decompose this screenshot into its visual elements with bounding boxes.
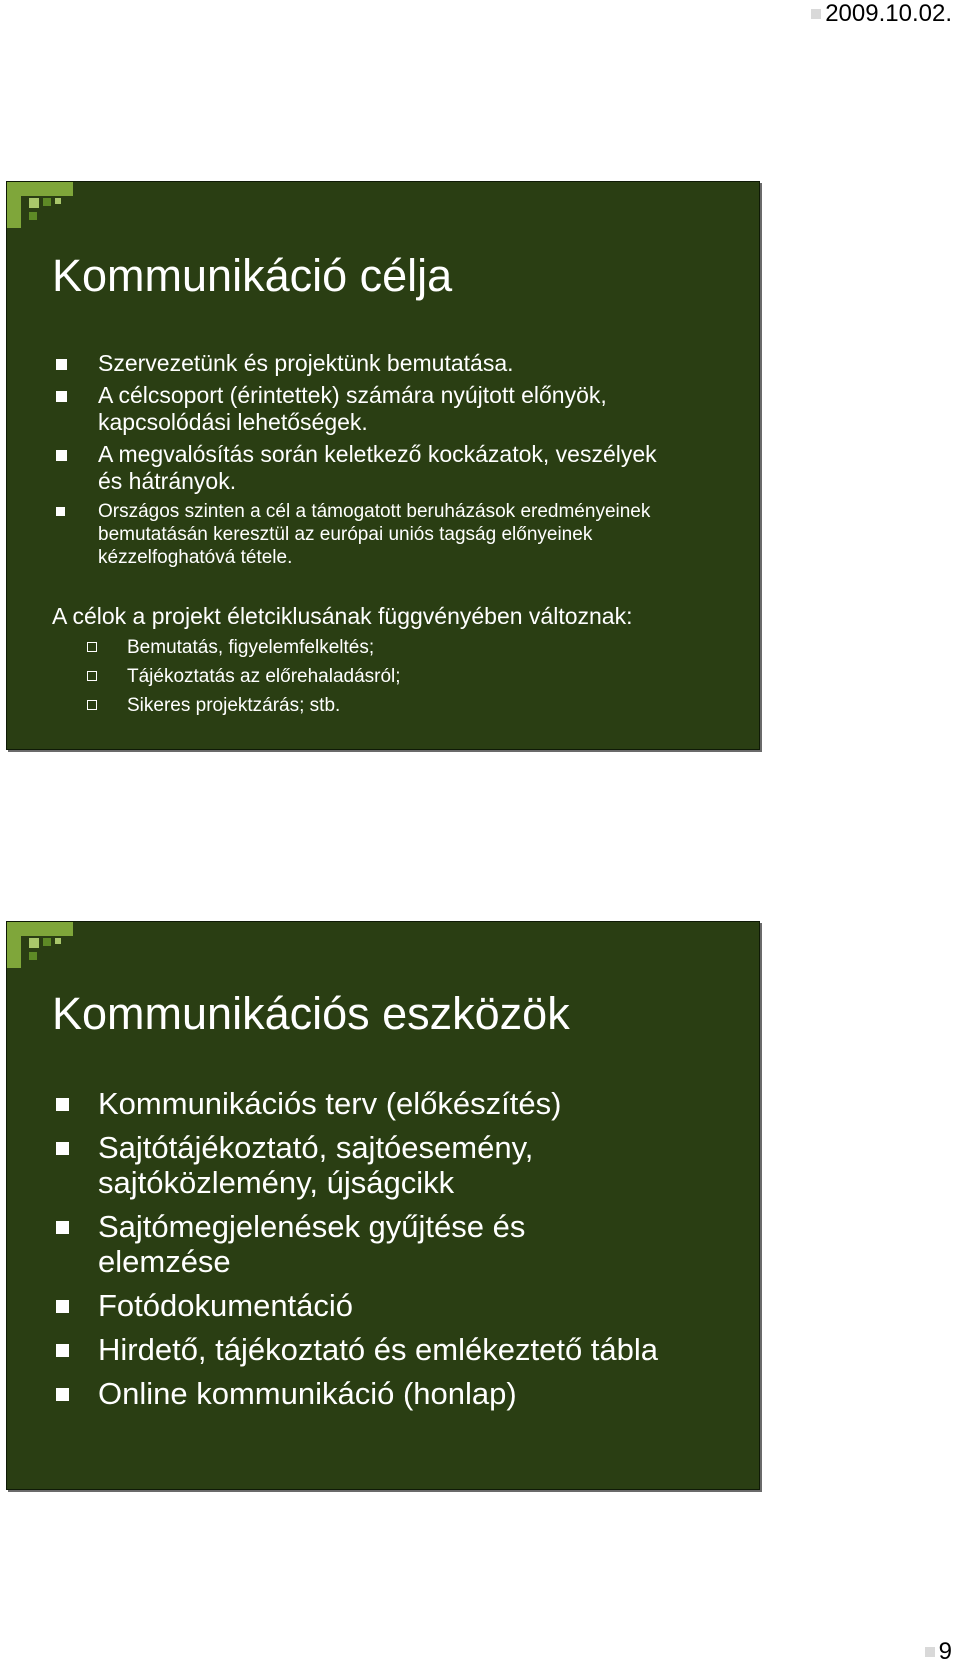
hollow-square-icon [87,700,97,710]
list-item: Országos szinten a cél a támogatott beruházások eredményeinek bemutatásán keresztül az európai uniós tagság előnyeinek kézzelfoghatóvá tétele. [52,500,729,569]
slide-kommunikacios-eszkozok [6,921,760,1490]
square-bullet-icon [56,391,67,402]
slide-title: Kommunikáció célja [52,250,453,301]
list-item: Hirdető, tájékoztató és emlékeztető tábla [52,1332,729,1367]
slide-title: Kommunikációs eszközök [52,988,570,1039]
square-bullet-icon [56,507,65,516]
page-header-date [811,0,952,28]
square-bullet-icon [56,1388,69,1401]
square-bullet-icon [56,1098,69,1111]
square-bullet-icon [811,9,821,19]
hollow-square-icon [87,671,97,681]
bullet-list [52,1086,729,1420]
subheading: A célok a projekt életciklusának függvényében változnak: [52,603,633,629]
square-bullet-icon [56,1221,69,1234]
square-bullet-icon [56,1344,69,1357]
list-item: Sajtótájékoztató, sajtóesemény, sajtóközlemény, újságcikk [52,1130,729,1200]
list-item: Kommunikációs terv (előkészítés) [52,1086,729,1121]
sub-list-item: Bemutatás, figyelemfelkeltés; [87,636,401,660]
slide-kommunikacio-celja [6,181,760,750]
sub-bullet-list [87,636,401,723]
square-bullet-icon [56,450,67,461]
page-number [925,1638,952,1666]
square-bullet-icon [56,1142,69,1155]
date-text: 2009.10.02. [825,0,952,27]
sub-list-item: Sikeres projektzárás; stb. [87,694,401,718]
corner-decoration-icon [7,182,73,228]
page-number-text: 9 [938,1638,952,1665]
square-bullet-icon [925,1647,935,1657]
bullet-list [52,350,729,574]
list-item: A megvalósítás során keletkező kockázatok, veszélyek és hátrányok. [52,441,729,495]
hollow-square-icon [87,642,97,652]
list-item: A célcsoport (érintettek) számára nyújtott előnyök, kapcsolódási lehetőségek. [52,382,729,436]
corner-decoration-icon [7,922,73,968]
sub-list-item: Tájékoztatás az előrehaladásról; [87,665,401,689]
list-item: Sajtómegjelenések gyűjtése és elemzése [52,1209,729,1279]
square-bullet-icon [56,359,67,370]
list-item: Fotódokumentáció [52,1288,729,1323]
list-item: Online kommunikáció (honlap) [52,1376,729,1411]
list-item: Szervezetünk és projektünk bemutatása. [52,350,729,377]
square-bullet-icon [56,1300,69,1313]
